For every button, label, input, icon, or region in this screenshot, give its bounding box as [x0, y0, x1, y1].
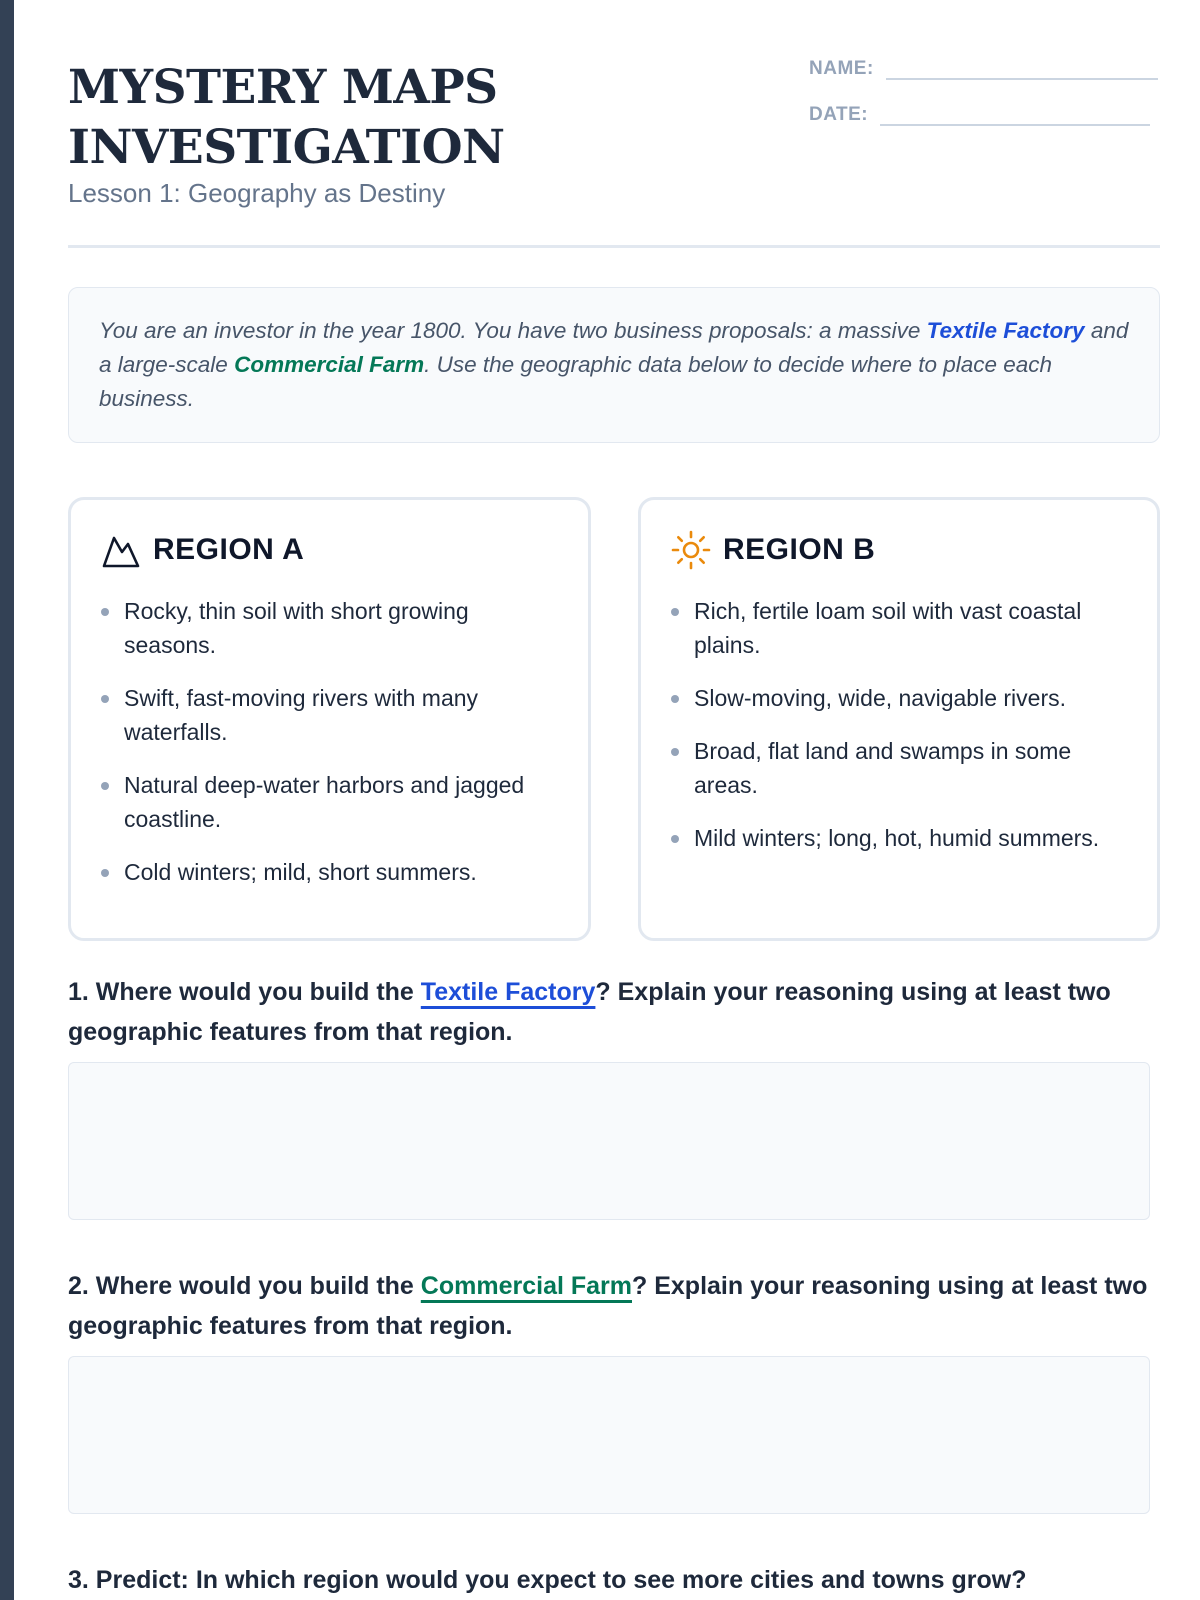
question-1-text-b: ? Explain your reasoning using at least two geographic features from that region. [68, 978, 1111, 1046]
intro-text-2: and a large-scale [99, 318, 1129, 377]
page-spine [0, 0, 14, 1600]
region-a-title: REGION A [153, 533, 305, 566]
question-2-text-a: 2. Where would you build the [68, 1272, 421, 1300]
name-label: NAME: [809, 58, 874, 79]
name-line[interactable] [886, 78, 1158, 80]
list-item: Mild winters; long, hot, humid summers. [671, 821, 1127, 855]
list-item: Cold winters; mild, short summers. [101, 855, 558, 889]
worksheet [68, 0, 1160, 1594]
date-label: DATE: [809, 104, 869, 125]
question-2 [68, 1266, 1160, 1346]
region-a-header [101, 530, 558, 570]
region-a-features [101, 594, 558, 889]
intro-factory-keyword: Textile Factory [926, 318, 1085, 343]
intro-text-3: . Use the geographic data below to decide where to place each business. [99, 352, 1053, 411]
list-item: Swift, fast-moving rivers with many waterfalls. [101, 681, 558, 749]
list-item: Slow-moving, wide, navigable rivers. [671, 681, 1127, 715]
lesson-subtitle: Lesson 1: Geography as Destiny [68, 178, 446, 208]
mountain-icon [101, 530, 141, 570]
question-2-text-b: ? Explain your reasoning using at least two geographic features from that region. [68, 1272, 1148, 1340]
question-3: 3. Predict: In which region would you expect to see more cities and towns grow? [68, 1566, 1027, 1594]
worksheet-title: MYSTERY MAPS INVESTIGATION [68, 60, 505, 175]
list-item: Rich, fertile loam soil with vast coastal plains. [671, 594, 1127, 662]
scenario-intro [68, 287, 1160, 443]
region-a-card [68, 497, 591, 941]
date-line[interactable] [880, 124, 1150, 126]
question-2-keyword: Commercial Farm [420, 1272, 632, 1300]
answer-box-2[interactable] [68, 1356, 1150, 1514]
question-1 [68, 972, 1160, 1052]
region-b-card [638, 497, 1160, 941]
list-item: Rocky, thin soil with short growing seasons. [101, 594, 558, 662]
region-b-header [671, 530, 1127, 570]
intro-farm-keyword: Commercial Farm [234, 352, 425, 377]
intro-text-1: You are an investor in the year 1800. You have two business proposals: a massive [99, 318, 927, 343]
answer-box-1[interactable] [68, 1062, 1150, 1220]
region-b-title: REGION B [723, 533, 876, 566]
region-b-features [671, 594, 1127, 855]
worksheet-header [68, 0, 1160, 248]
question-1-text-a: 1. Where would you build the [68, 978, 421, 1006]
sun-icon [671, 530, 711, 570]
list-item: Broad, flat land and swamps in some areas. [671, 734, 1127, 802]
list-item: Natural deep-water harbors and jagged coastline. [101, 768, 558, 836]
name-field[interactable] [809, 58, 1158, 80]
question-1-keyword: Textile Factory [420, 978, 596, 1006]
date-field[interactable] [809, 104, 1150, 126]
